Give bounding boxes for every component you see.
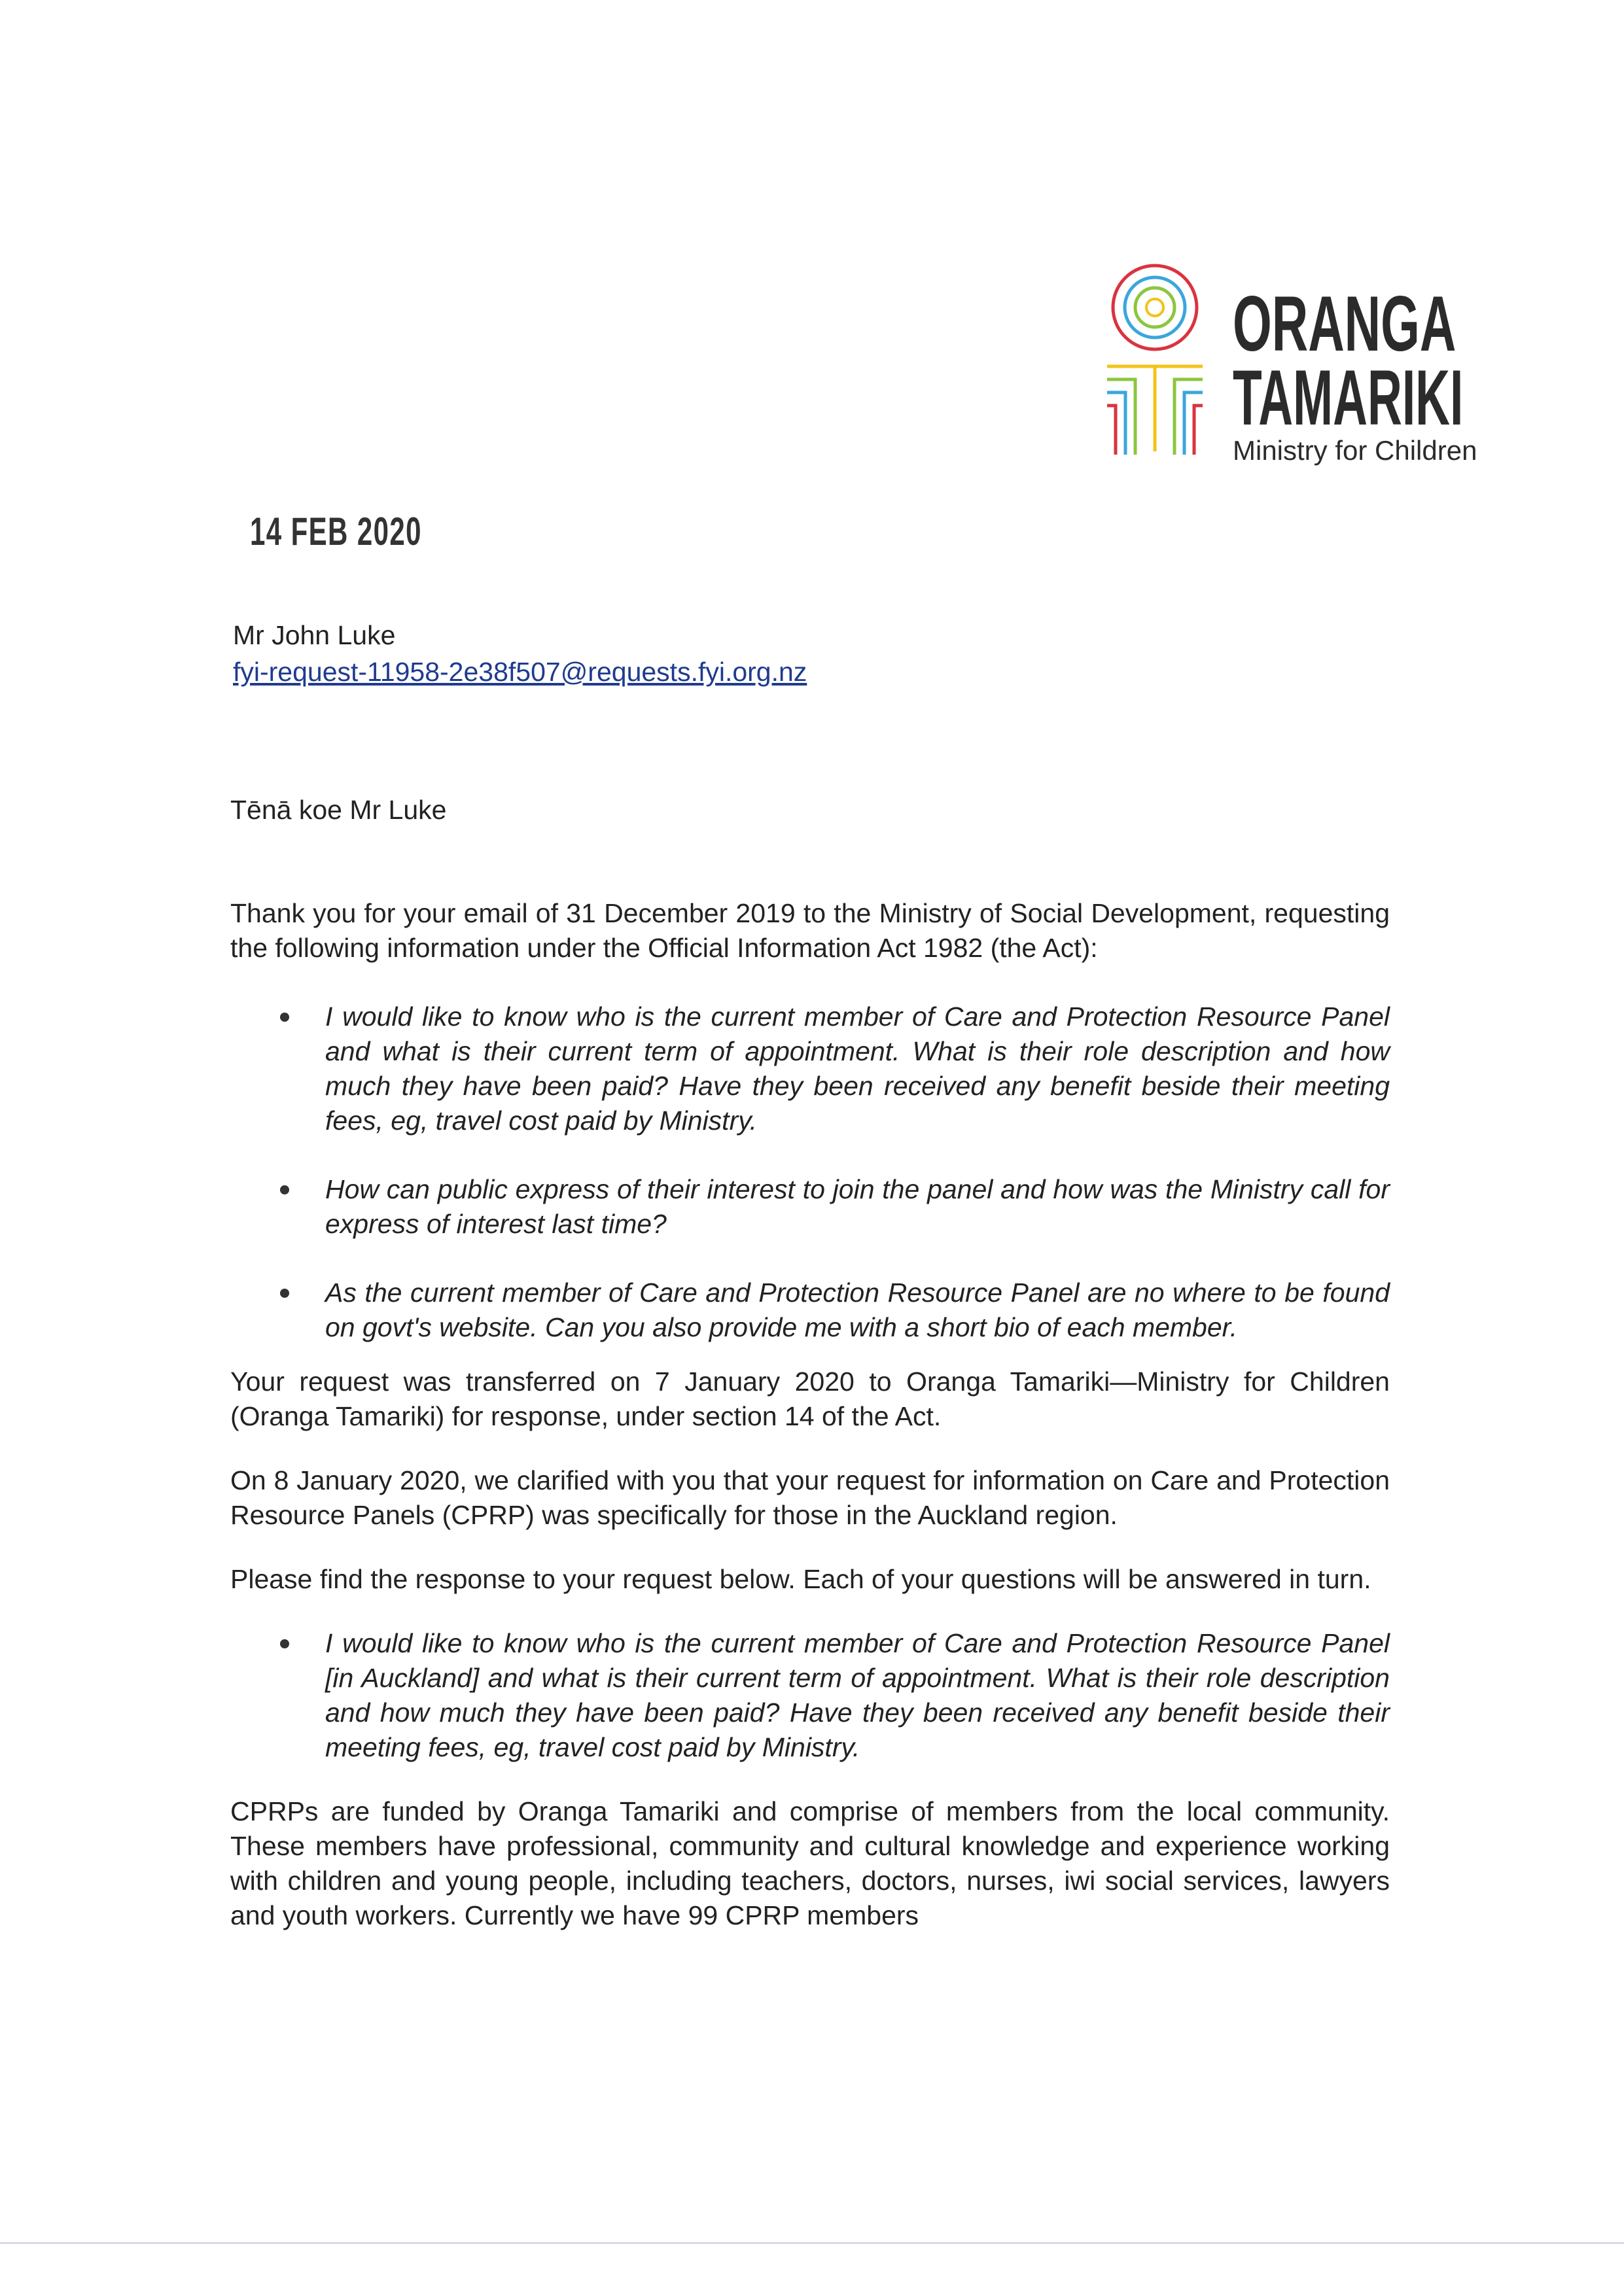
paragraph-cprp: CPRPs are funded by Oranga Tamariki and comprise of members from the local community. These members have professional, community and cultural knowledge and experience working with children and young people, including teachers, doctors, nurses, iwi social services, lawyers and youth workers. Currently we have 99 CPRP members [230, 1796, 1390, 1930]
recipient-email-link[interactable]: fyi-request-11958-2e38f507@requests.fyi.org.nz [233, 657, 807, 687]
request-bullet-3-item [230, 1276, 1390, 1345]
greeting: Tēnā koe Mr Luke [230, 795, 447, 825]
answer-bullet-1-item [230, 1626, 1390, 1765]
page-edge-divider [0, 2242, 1624, 2244]
paragraph-clarification: On 8 January 2020, we clarified with you that your request for information on Care and Protection Resource Panels (CPRP) was specifically for those in the Auckland region. [230, 1465, 1390, 1530]
bullet-icon [280, 1289, 289, 1298]
bullet-icon [280, 1639, 289, 1648]
logo-subtitle: Ministry for Children [1233, 435, 1477, 466]
recipient-name: Mr John Luke [233, 620, 396, 650]
date-stamp: 14 FEB 2020 [250, 510, 422, 553]
request-bullet-1-item [230, 1000, 1390, 1138]
answer-bullet-1: I would like to know who is the current member of Care and Protection Resource Panel [in Auckland] and what is their current term of appointment. What is their role description and how much they have been paid? Have they been received any benefit beside their meeting fees, eg, travel cost paid by Ministry. [325, 1628, 1390, 1762]
request-bullet-2: How can public express of their interest to join the panel and how was the Ministry call for express of interest last time? [325, 1174, 1390, 1239]
logo-tamariki: TAMARIKI [1233, 354, 1464, 442]
request-bullet-3: As the current member of Care and Protection Resource Panel are no where to be found on govt's website. Can you also provide me with a short bio of each member. [325, 1278, 1390, 1342]
paragraph-response-intro: Please find the response to your request below. Each of your questions will be answered in turn. [230, 1564, 1371, 1594]
paragraph-intro: Thank you for your email of 31 December 2019 to the Ministry of Social Development, requesting the following information under the Official Information Act 1982 (the Act): [230, 898, 1390, 963]
letter-body [230, 793, 1390, 1967]
recipient-block [233, 617, 807, 690]
logo-oranga: ORANGA [1233, 280, 1456, 368]
paragraph-transfer: Your request was transferred on 7 January 2020 to Oranga Tamariki—Ministry for Children (Oranga Tamariki) for response, under section 14 of the Act. [230, 1366, 1390, 1431]
request-bullet-2-item [230, 1172, 1390, 1242]
bullet-icon [280, 1185, 289, 1194]
oranga-tamariki-logo-icon [1106, 262, 1204, 458]
bullet-icon [280, 1013, 289, 1022]
request-bullet-1: I would like to know who is the current member of Care and Protection Resource Panel and what is their current term of appointment. What is their role description and how much they have been paid? Have they been received any benefit beside their meeting fees, eg, travel cost paid by Ministry. [325, 1001, 1390, 1136]
